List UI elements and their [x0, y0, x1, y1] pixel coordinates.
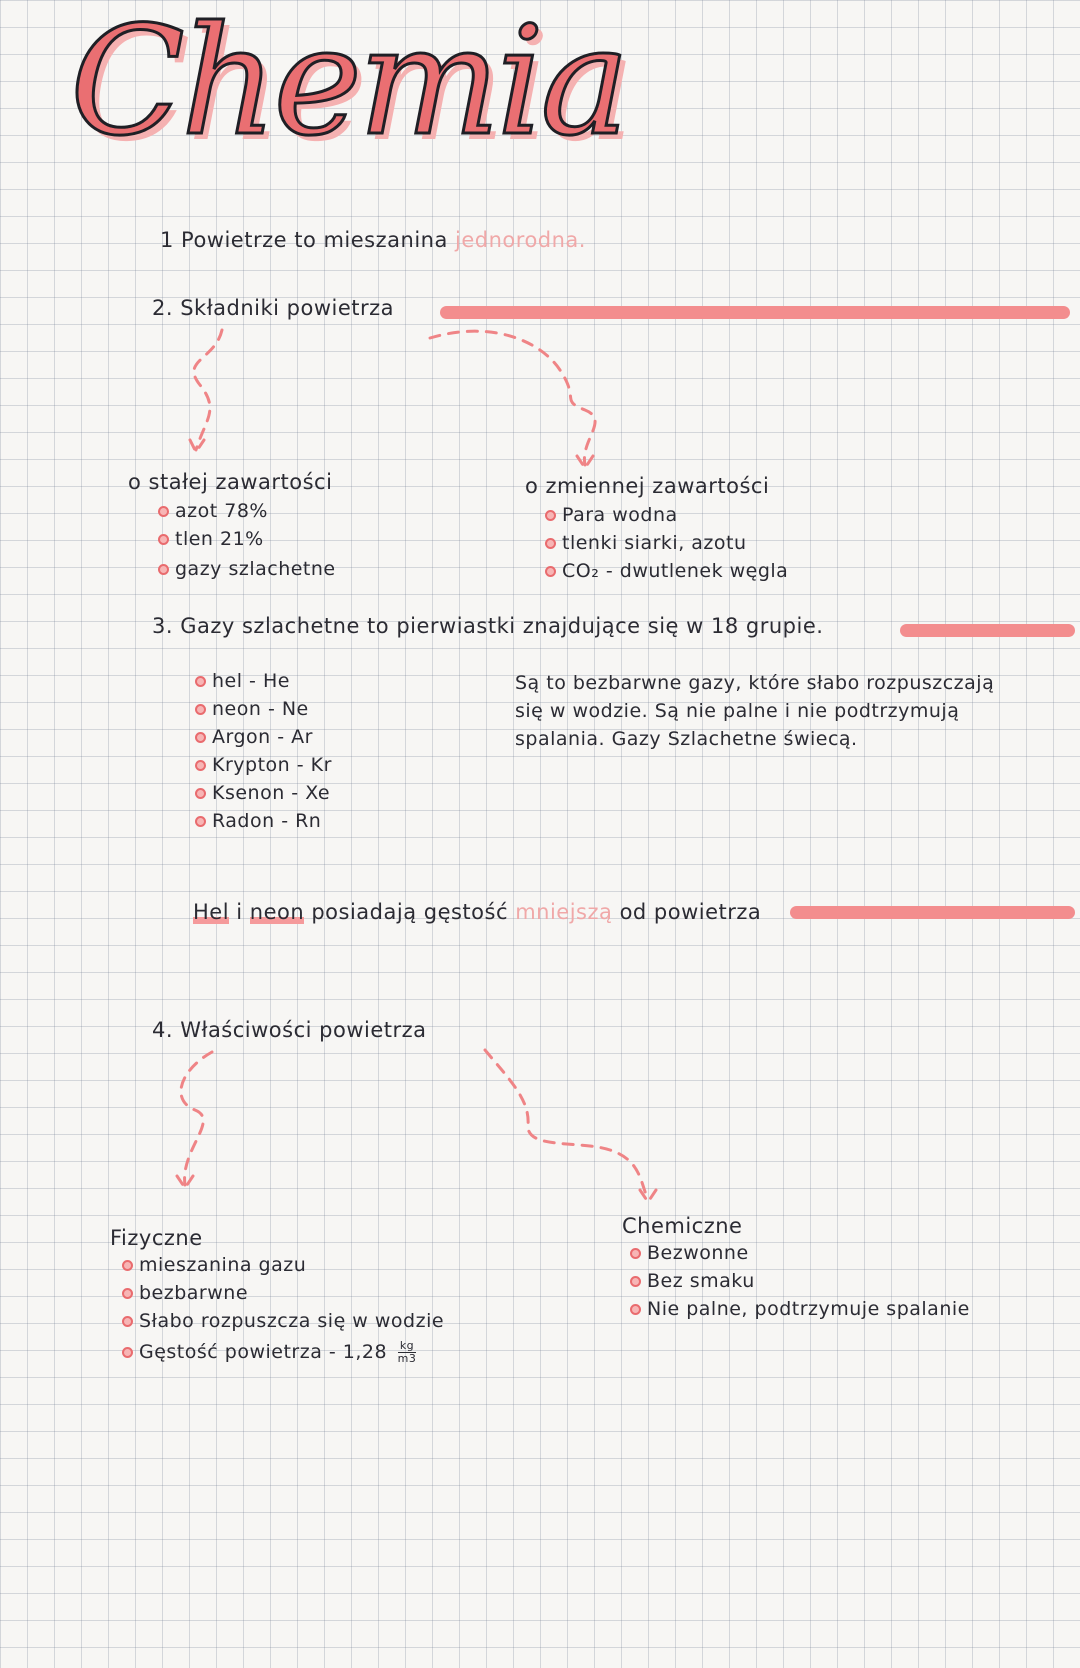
stale-item: tlen 21%	[158, 528, 264, 550]
stale-item: azot 78%	[158, 500, 268, 522]
bullet-icon	[545, 566, 556, 577]
zmienne-item: Para wodna	[545, 504, 678, 526]
bullet-icon	[195, 732, 206, 743]
fizyczne-heading: Fizyczne	[110, 1226, 203, 1250]
bullet-icon	[122, 1260, 133, 1271]
gaz-item: Ksenon - Xe	[195, 782, 330, 804]
section-4-heading: 4. Właściwości powietrza	[152, 1018, 427, 1042]
intro-highlight: jednorodna.	[455, 228, 586, 252]
bullet-icon	[158, 564, 169, 575]
zmienne-heading: o zmiennej zawartości	[525, 474, 770, 498]
opis-line: Są to bezbarwne gazy, które słabo rozpuszczają	[515, 672, 995, 694]
zmienne-item: CO₂ - dwutlenek węgla	[545, 560, 788, 582]
gaz-item: Argon - Ar	[195, 726, 313, 748]
fizyczne-item: Gęstość powietrza - 1,28 $\frac{kg}{m3}$	[122, 1340, 416, 1365]
highlight-bar	[900, 624, 1075, 637]
bullet-icon	[158, 506, 169, 517]
intro-text: 1 Powietrze to mieszanina	[160, 228, 448, 252]
opis-line: się w wodzie. Są nie palne i nie podtrzymują	[515, 700, 960, 722]
unit-fraction: $\frac{kg}{m3}$	[397, 1339, 417, 1365]
fizyczne-item: Słabo rozpuszcza się w wodzie	[122, 1310, 444, 1332]
bullet-icon	[195, 816, 206, 827]
bullet-icon	[195, 676, 206, 687]
bullet-icon	[630, 1248, 641, 1259]
bullet-icon	[122, 1316, 133, 1327]
bullet-icon	[630, 1304, 641, 1315]
fizyczne-item: bezbarwne	[122, 1282, 248, 1304]
stale-item: gazy szlachetne	[158, 558, 336, 580]
hel-neon-line: Hel i neon posiadają gęstość mniejszą od powietrza	[193, 900, 762, 924]
section-3-heading: 3. Gazy szlachetne to pierwiastki znajdujące się w 18 grupie.	[152, 614, 824, 638]
bullet-icon	[122, 1288, 133, 1299]
opis-line: spalania. Gazy Szlachetne świecą.	[515, 728, 858, 750]
highlight-bar	[790, 906, 1075, 919]
bullet-icon	[545, 538, 556, 549]
bullet-icon	[122, 1347, 133, 1358]
gaz-item: Radon - Rn	[195, 810, 321, 832]
gaz-item: neon - Ne	[195, 698, 309, 720]
chemiczne-item: Bez smaku	[630, 1270, 755, 1292]
gaz-item: Krypton - Kr	[195, 754, 332, 776]
chemiczne-heading: Chemiczne	[622, 1214, 743, 1238]
page-title: Chemia	[70, 0, 626, 169]
bullet-icon	[630, 1276, 641, 1287]
bullet-icon	[158, 534, 169, 545]
chemiczne-item: Nie palne, podtrzymuje spalanie	[630, 1298, 970, 1320]
bullet-icon	[195, 788, 206, 799]
stale-heading: o stałej zawartości	[128, 470, 333, 494]
section-2-heading: 2. Składniki powietrza	[152, 296, 395, 320]
gaz-item: hel - He	[195, 670, 290, 692]
bullet-icon	[545, 510, 556, 521]
bullet-icon	[195, 760, 206, 771]
zmienne-item: tlenki siarki, azotu	[545, 532, 747, 554]
bullet-icon	[195, 704, 206, 715]
fizyczne-item: mieszanina gazu	[122, 1254, 306, 1276]
chemiczne-item: Bezwonne	[630, 1242, 749, 1264]
